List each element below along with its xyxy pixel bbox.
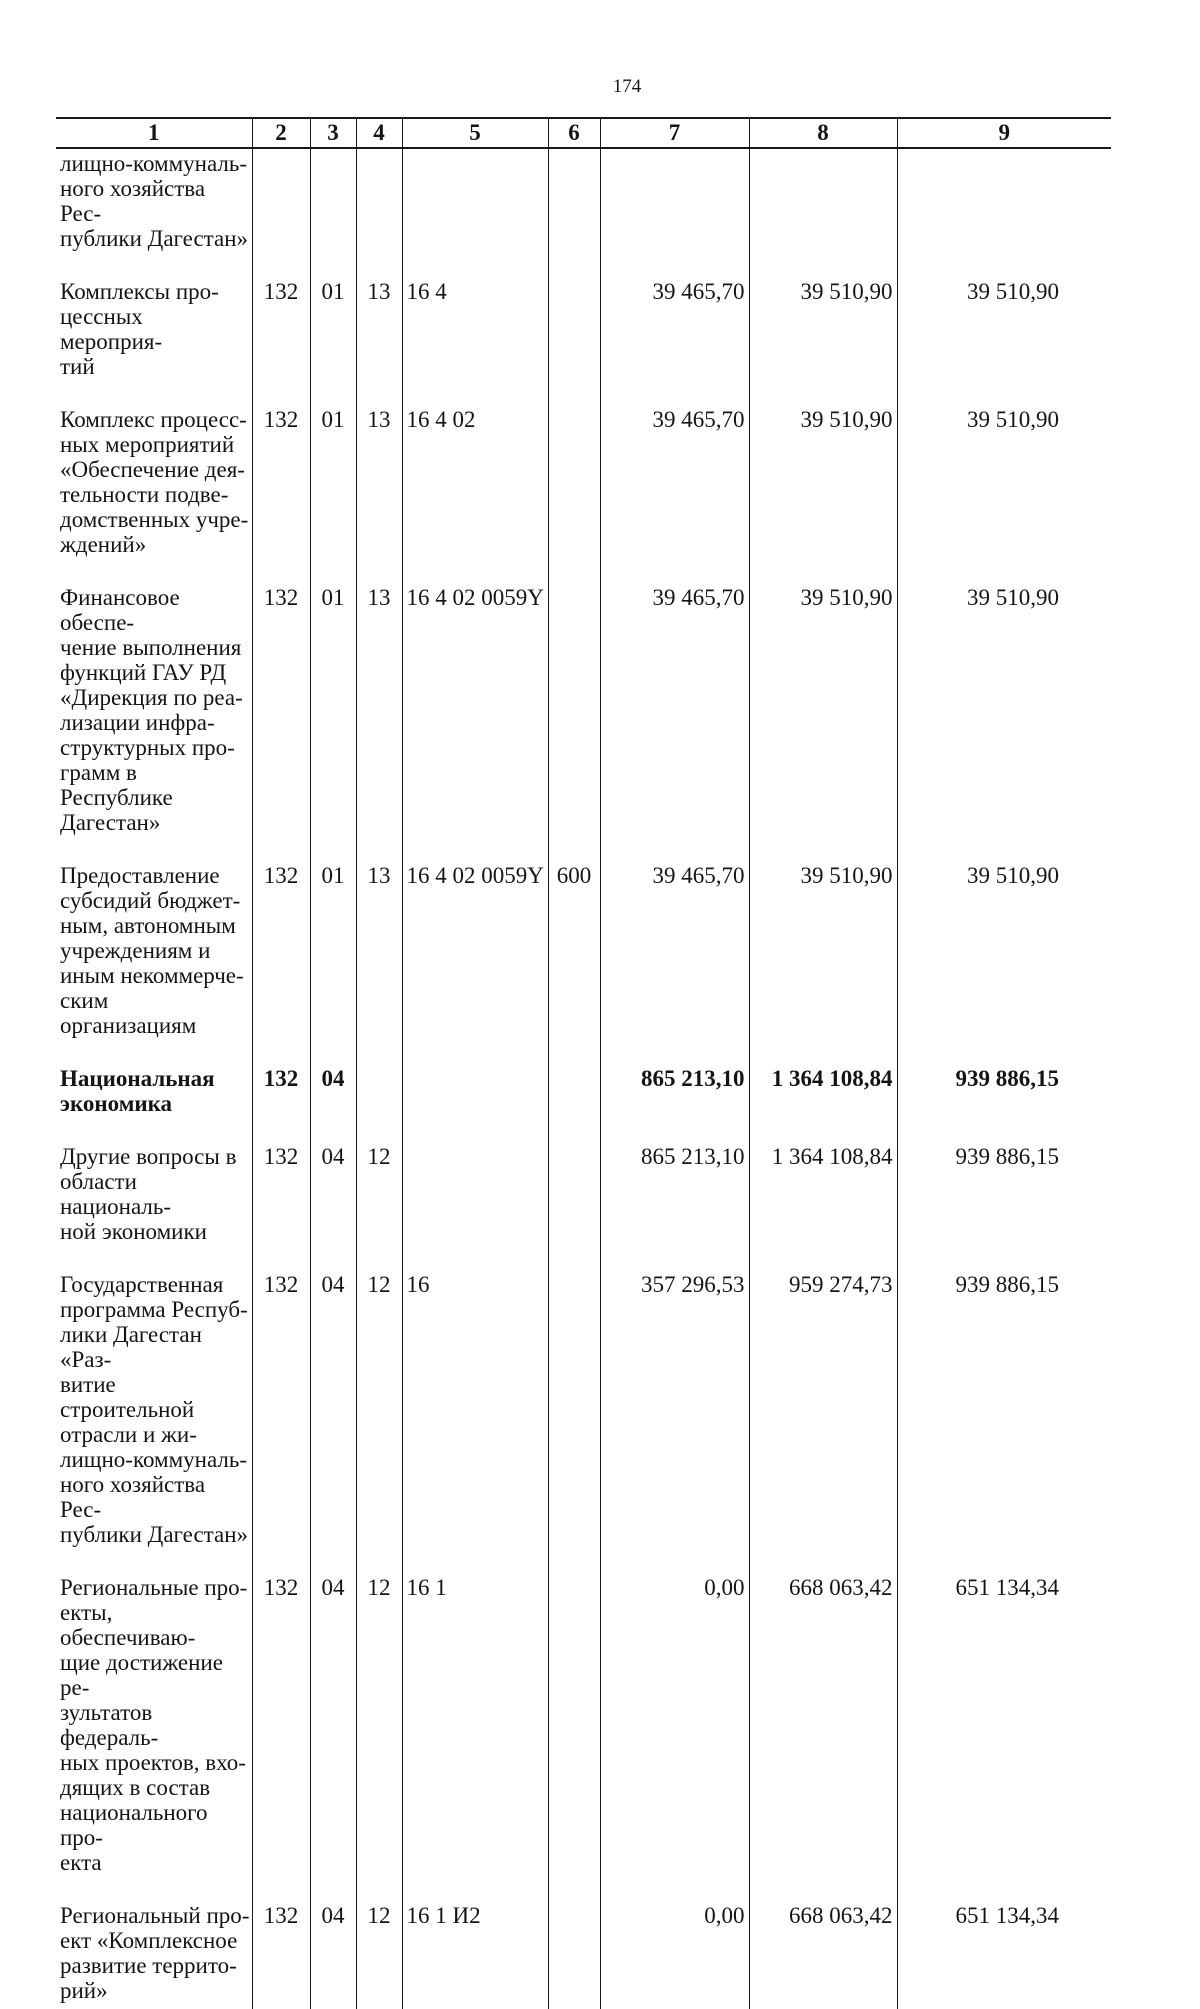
cell-name: Комплексы про- цессных мероприя- тий: [60, 279, 219, 379]
cell-col6: [548, 1565, 600, 1893]
cell-col5: [402, 1134, 548, 1262]
cell-col4: 12: [356, 1262, 402, 1565]
table-header-row: [56, 118, 1111, 148]
cell-col2: [252, 148, 310, 269]
cell-col8: 668 063,42: [749, 1565, 897, 1893]
cell-col4: 12: [356, 1893, 402, 2009]
cell-col3: 01: [310, 575, 356, 853]
cell-col4: [356, 148, 402, 269]
cell-col9: 39 510,90: [897, 397, 1111, 575]
cell-col9: 651 134,34: [897, 1893, 1111, 2009]
cell-col4: 13: [356, 853, 402, 1056]
cell-col3: 04: [310, 1056, 356, 1134]
cell-col6: [548, 1262, 600, 1565]
table-row: [56, 1262, 1111, 1565]
cell-col9: 939 886,15: [897, 1056, 1111, 1134]
cell-col3: 04: [310, 1565, 356, 1893]
cell-col7: 865 213,10: [600, 1056, 749, 1134]
cell-col2: 132: [252, 1893, 310, 2009]
cell-col6: [548, 269, 600, 397]
cell-col8: 668 063,42: [749, 1893, 897, 2009]
cell-name: Региональные про- екты, обеспечиваю- щие достижение ре- зультатов федераль- ных проектов, вхо- дящих в состав национального про- екта: [60, 1575, 248, 1875]
cell-col7: 0,00: [600, 1565, 749, 1893]
table-row: [56, 1893, 1111, 2009]
cell-col7: 357 296,53: [600, 1262, 749, 1565]
cell-col9: 39 510,90: [897, 853, 1111, 1056]
cell-col6: [548, 1056, 600, 1134]
cell-col7: [600, 148, 749, 269]
cell-col2: 132: [252, 1262, 310, 1565]
cell-col8: 39 510,90: [749, 397, 897, 575]
cell-col5: [402, 148, 548, 269]
cell-name: Национальная экономика: [60, 1066, 215, 1116]
cell-col5: 16 4: [402, 269, 548, 397]
table-row: [56, 1134, 1111, 1262]
column-header-8: 8: [749, 118, 897, 148]
cell-col3: 04: [310, 1893, 356, 2009]
cell-col5: 16 1: [402, 1565, 548, 1893]
cell-col7: 39 465,70: [600, 853, 749, 1056]
cell-col2: 132: [252, 1565, 310, 1893]
cell-col9: 939 886,15: [897, 1262, 1111, 1565]
cell-col6: [548, 1893, 600, 2009]
cell-col4: [356, 1056, 402, 1134]
cell-name: лищно-коммуналь- ного хозяйства Рес- публики Дагестан»: [60, 151, 249, 251]
column-header-6: 6: [548, 118, 600, 148]
cell-col7: 865 213,10: [600, 1134, 749, 1262]
cell-col4: 13: [356, 575, 402, 853]
cell-col8: 39 510,90: [749, 575, 897, 853]
cell-name: Комплекс процесс- ных мероприятий «Обеспечение дея- тельности подве- домственных учре- ждений»: [60, 407, 249, 557]
column-header-7: 7: [600, 118, 749, 148]
column-header-9: 9: [897, 118, 1111, 148]
cell-col3: 04: [310, 1262, 356, 1565]
cell-col2: 132: [252, 1134, 310, 1262]
cell-col7: 39 465,70: [600, 269, 749, 397]
cell-col3: 01: [310, 269, 356, 397]
cell-name: Другие вопросы в области националь- ной экономики: [60, 1144, 237, 1244]
table-row: [56, 148, 1111, 269]
cell-col9: 651 134,34: [897, 1565, 1111, 1893]
cell-col8: 1 364 108,84: [749, 1056, 897, 1134]
cell-col5: 16: [402, 1262, 548, 1565]
cell-col5: [402, 1056, 548, 1134]
cell-col2: 132: [252, 269, 310, 397]
cell-col3: 01: [310, 853, 356, 1056]
cell-col2: 132: [252, 853, 310, 1056]
cell-col2: 132: [252, 1056, 310, 1134]
cell-col6: [548, 397, 600, 575]
cell-col5: 16 1 И2: [402, 1893, 548, 2009]
cell-col4: 13: [356, 269, 402, 397]
column-header-5: 5: [402, 118, 548, 148]
column-header-3: 3: [310, 118, 356, 148]
cell-col6: [548, 1134, 600, 1262]
cell-col4: 12: [356, 1134, 402, 1262]
cell-col8: 39 510,90: [749, 853, 897, 1056]
table-row: [56, 1056, 1111, 1134]
column-header-4: 4: [356, 118, 402, 148]
column-header-1: 1: [56, 118, 252, 148]
budget-table: [56, 117, 1111, 2009]
cell-col2: 132: [252, 575, 310, 853]
page-number: 174: [612, 76, 642, 97]
cell-col2: 132: [252, 397, 310, 575]
table-body: [56, 148, 1111, 2009]
cell-col7: 39 465,70: [600, 575, 749, 853]
cell-col8: 39 510,90: [749, 269, 897, 397]
table-row: [56, 397, 1111, 575]
cell-col8: 1 364 108,84: [749, 1134, 897, 1262]
cell-name: Финансовое обеспе- чение выполнения функций ГАУ РД «Дирекция по реа- лизации инфра- структурных про- грамм в Республике Дагестан»: [60, 585, 243, 835]
cell-col9: 939 886,15: [897, 1134, 1111, 1262]
cell-col9: 39 510,90: [897, 269, 1111, 397]
cell-name: Государственная программа Респуб- лики Дагестан «Раз- витие строительной отрасли и жи- лищно-коммуналь- ного хозяйства Рес- публики Дагестан»: [60, 1272, 249, 1547]
table-row: [56, 269, 1111, 397]
table-row: [56, 1565, 1111, 1893]
cell-col8: 959 274,73: [749, 1262, 897, 1565]
cell-col7: 0,00: [600, 1893, 749, 2009]
cell-name: Региональный про- ект «Комплексное развитие террито- рий»: [60, 1903, 250, 2003]
cell-col3: [310, 148, 356, 269]
cell-col4: 13: [356, 397, 402, 575]
cell-name: Предоставление субсидий бюджет- ным, автономным учреждениям и иным некоммерче- ским организациям: [60, 863, 244, 1038]
cell-col5: 16 4 02: [402, 397, 548, 575]
cell-col6: [548, 575, 600, 853]
cell-col5: 16 4 02 0059Y: [402, 575, 548, 853]
cell-col4: 12: [356, 1565, 402, 1893]
cell-col9: [897, 148, 1111, 269]
cell-col6: [548, 148, 600, 269]
cell-col9: 39 510,90: [897, 575, 1111, 853]
table-row: [56, 575, 1111, 853]
column-header-2: 2: [252, 118, 310, 148]
cell-col3: 04: [310, 1134, 356, 1262]
cell-col6: 600: [548, 853, 600, 1056]
table-row: [56, 853, 1111, 1056]
cell-col8: [749, 148, 897, 269]
cell-col5: 16 4 02 0059Y: [402, 853, 548, 1056]
cell-col7: 39 465,70: [600, 397, 749, 575]
cell-col3: 01: [310, 397, 356, 575]
